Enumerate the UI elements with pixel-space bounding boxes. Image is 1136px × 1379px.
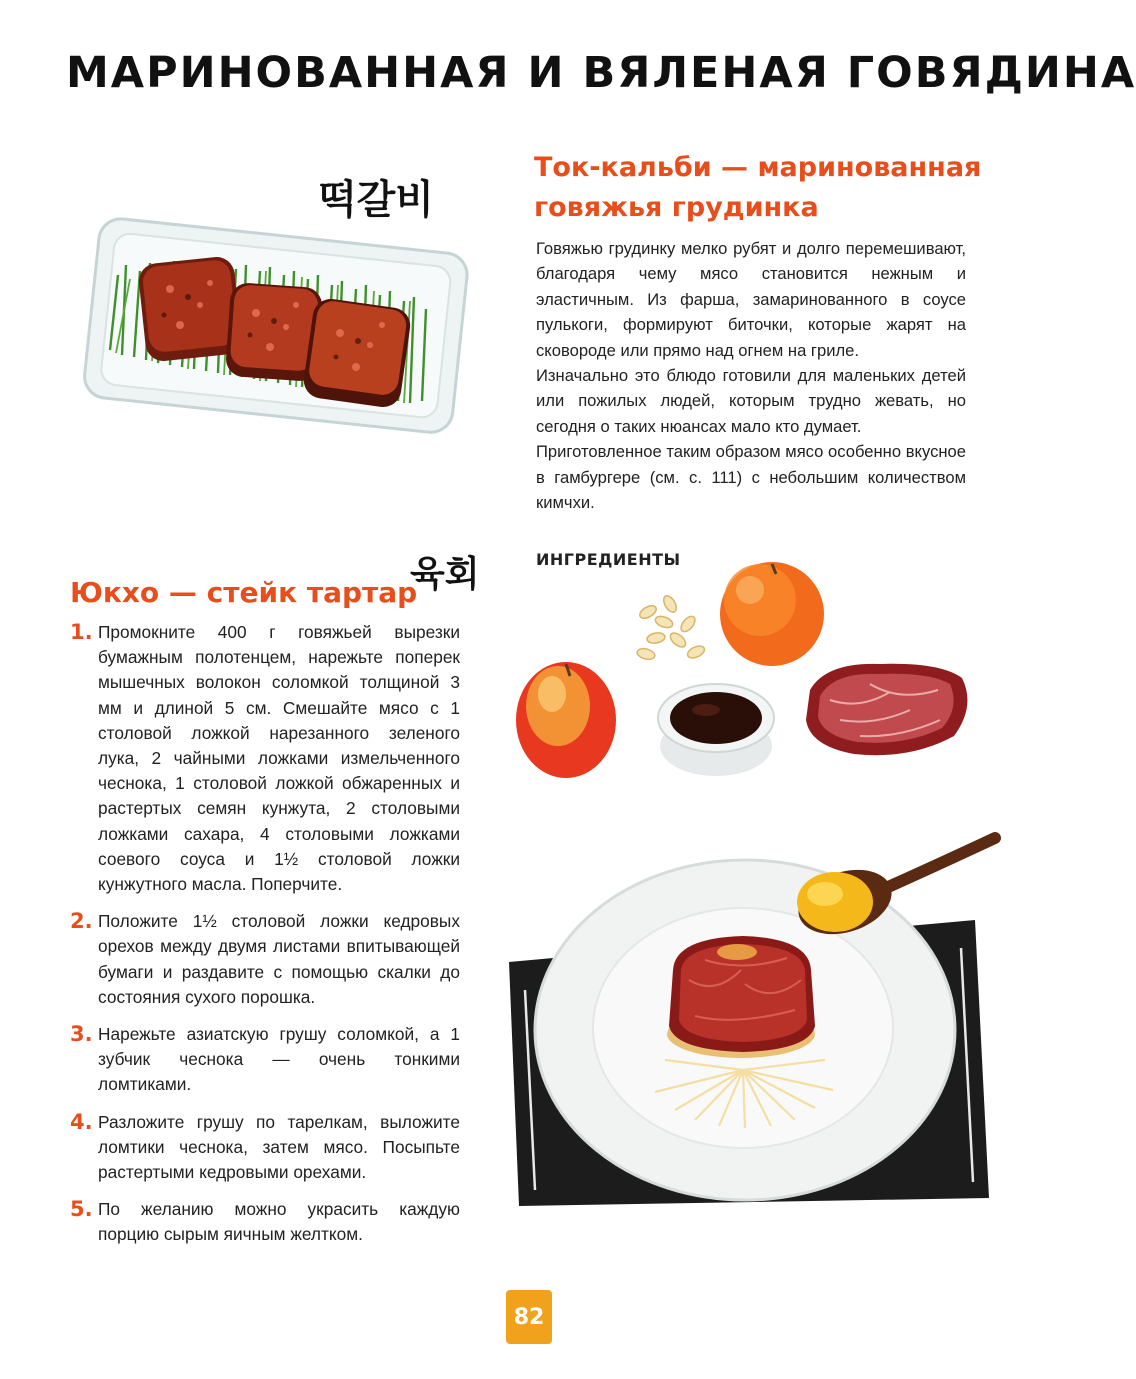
step-number: 2. — [70, 909, 93, 934]
page-title: МАРИНОВАННАЯ И ВЯЛЕНАЯ ГОВЯДИНА — [66, 48, 1136, 98]
recipe-step — [70, 1022, 460, 1098]
pine-nuts-icon — [636, 594, 706, 661]
recipe-step — [70, 909, 460, 1010]
step-text: Разложите грушу по тарелкам, выложите ломтики чеснока, затем мясо. Посыпьте растертыми кедровыми орехами. — [98, 1111, 460, 1183]
yukhoe-korean-title: 육회 — [410, 554, 480, 595]
recipe-step — [70, 620, 460, 897]
tok-kalbi-heading-line2: говяжья грудинка — [534, 192, 819, 223]
tok-kalbi-korean-title: 떡갈비 — [318, 177, 434, 223]
asian-pear-icon — [720, 562, 824, 666]
step-number: 5. — [70, 1197, 93, 1222]
apple-icon — [516, 662, 616, 778]
tok-kalbi-paragraph: Изначально это блюдо готовили для маленьких детей или пожилых людей, которым трудно жевать, но сегодня о таких нюансах мало кто думает. — [536, 366, 966, 436]
tok-kalbi-paragraph: Говяжью грудинку мелко рубят и долго перемешивают, благодаря чему мясо становится нежным и эластичным. Из фарша, замаринованного в соусе пулькоги, формируют биточки, которые жарят на сковороде или прямо над огнем на гриле. — [536, 239, 966, 360]
page-number: 82 — [506, 1290, 552, 1344]
tok-kalbi-heading-line1: Ток-кальби — маринованная — [534, 152, 982, 183]
tok-kalbi-illustration — [60, 205, 480, 460]
step-text: Промокните 400 г говяжьей вырезки бумажным полотенцем, нарежьте поперек мышечных волокон соломкой толщиной 3 мм и длиной 5 см. Смешайте мясо с 1 столовой ложкой нарезанного зеленого лука, 2 чайными ложками измельченного чеснока, 1 столовой ложкой обжаренных и растертых семян кунжута, 2 столовыми ложками сахара, 4 столовыми ложками соевого соуса и 1½ столовой ложки кунжутного масла. Поперчите. — [98, 622, 460, 895]
ingredients-illustration — [510, 560, 980, 790]
recipe-steps — [70, 620, 460, 1260]
step-number: 1. — [70, 620, 93, 644]
ingredients-label: ИНГРЕДИЕНТЫ — [536, 550, 681, 569]
step-text: Положите 1½ столовой ложки кедровых орехов между двумя листами впитывающей бумаги и раздавите с помощью скалки до состояния сухого порошка. — [98, 911, 460, 1007]
tok-kalbi-description — [536, 236, 966, 515]
yukhoe-plate-illustration — [505, 820, 1000, 1220]
yukhoe-heading: Юкхо — стейк тартар — [70, 576, 418, 609]
step-number: 3. — [70, 1022, 93, 1047]
recipe-step — [70, 1197, 460, 1247]
step-text: Нарежьте азиатскую грушу соломкой, а 1 зубчик чеснока — очень тонкими ломтиками. — [98, 1024, 460, 1095]
beef-icon — [806, 664, 967, 755]
recipe-step — [70, 1110, 460, 1186]
step-text: По желанию можно украсить каждую порцию сырым яичным желтком. — [98, 1199, 460, 1245]
tok-kalbi-paragraph: Приготовленное таким образом мясо особенно вкусное в гамбургере (см. с. 111) с небольшим количеством кимчхи. — [536, 442, 966, 513]
soy-sauce-bowl-icon — [658, 684, 774, 776]
step-number: 4. — [70, 1109, 93, 1134]
